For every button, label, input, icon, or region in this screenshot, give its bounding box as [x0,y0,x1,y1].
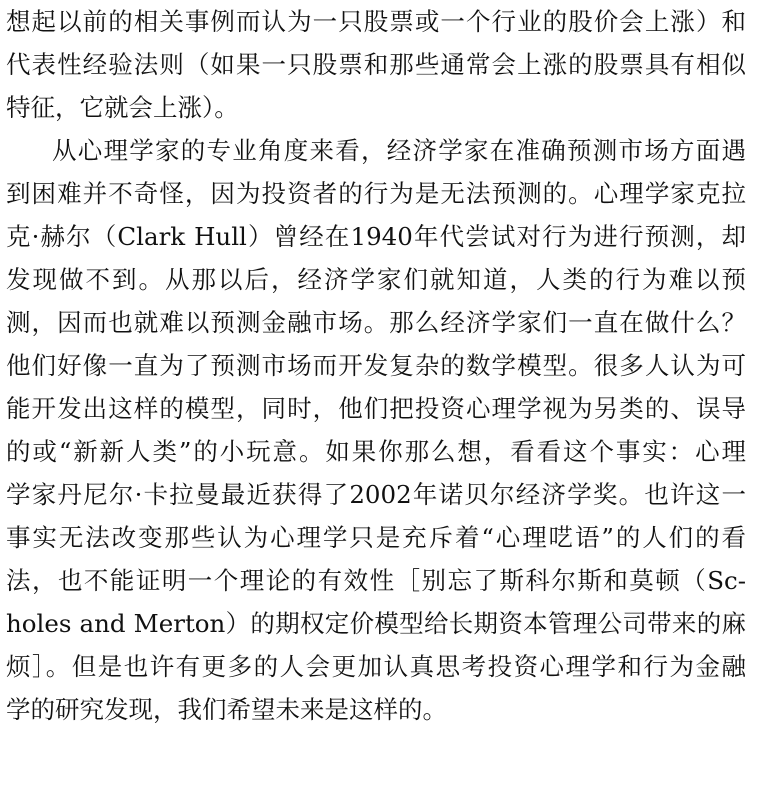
text-line-1: 想起以前的相关事例而认为一只股票或一个行业的股价会上涨）和 [6,7,746,36]
text-line-4: 从心理学家的专业角度来看，经济学家在准确预测市场方面遇 [52,136,746,165]
text-line-13: 事实无法改变那些认为心理学只是充斥着“心理呓语”的人们的看 [6,523,746,552]
text-line-14: 法，也不能证明一个理论的有效性［别忘了斯科尔斯和莫顿（Sc- [6,566,746,595]
text-line-6: 克·赫尔（Clark Hull）曾经在1940年代尝试对行为进行预测，却 [6,222,746,251]
text-line-5: 到困难并不奇怪，因为投资者的行为是无法预测的。心理学家克拉 [6,179,746,208]
text-line-3: 特征，它就会上涨）。 [6,93,239,122]
text-line-9: 他们好像一直为了预测市场而开发复杂的数学模型。很多人认为可 [6,351,746,380]
text-line-11: 的或“新新人类”的小玩意。如果你那么想，看看这个事实：心理 [6,437,746,466]
text-line-16: 烦］。但是也许有更多的人会更加认真思考投资心理学和行为金融 [6,652,746,681]
text-line-12: 学家丹尼尔·卡拉曼最近获得了2002年诺贝尔经济学奖。也许这一 [6,480,746,509]
text-line-8: 测，因而也就难以预测金融市场。那么经济学家们一直在做什么？ [6,308,746,337]
text-line-7: 发现做不到。从那以后，经济学家们就知道，人类的行为难以预 [6,265,746,294]
text-line-15: holes and Merton）的期权定价模型给长期资本管理公司带来的麻 [6,609,746,638]
text-line-17: 学的研究发现，我们希望未来是这样的。 [6,695,447,724]
text-line-2: 代表性经验法则（如果一只股票和那些通常会上涨的股票具有相似 [6,50,746,79]
text-line-10: 能开发出这样的模型，同时，他们把投资心理学视为另类的、误导 [6,394,746,423]
